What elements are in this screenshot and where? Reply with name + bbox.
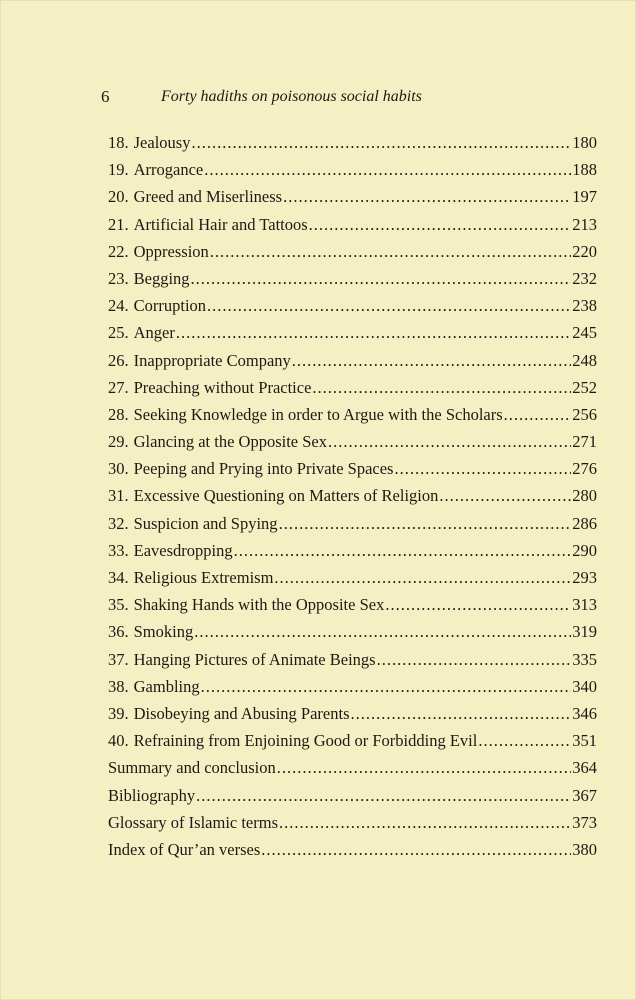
- toc-entry-title: Gambling: [133, 676, 200, 696]
- toc-dot-leader: [478, 731, 571, 751]
- toc-entry-page: 364: [572, 758, 597, 778]
- toc-entry-number: 28.: [108, 404, 129, 424]
- toc-dot-leader: [279, 514, 572, 534]
- toc-entry-page: 245: [572, 323, 597, 343]
- toc-entry-title: Refraining from Enjoining Good or Forbidding Evil: [133, 731, 478, 751]
- toc-entry: [108, 459, 597, 486]
- toc-entry-title: Shaking Hands with the Opposite Sex: [133, 595, 385, 615]
- toc-entry: [108, 269, 597, 296]
- toc-entry-number: 25.: [108, 323, 129, 343]
- toc-dot-leader: [204, 160, 571, 180]
- toc-entry-page: 213: [572, 214, 597, 234]
- toc-entry-page: 276: [572, 459, 597, 479]
- toc-entry: [108, 160, 597, 187]
- toc-entry-title-group: [108, 731, 477, 751]
- toc-dot-leader: [394, 459, 571, 479]
- toc-entry-title: Artificial Hair and Tattoos: [133, 214, 308, 234]
- toc-entry-number: 22.: [108, 241, 129, 261]
- toc-dot-leader: [261, 840, 571, 860]
- toc-entry-title: Disobeying and Abusing Parents: [133, 703, 350, 723]
- toc-entry-page: 280: [572, 486, 597, 506]
- toc-entry-number: 24.: [108, 296, 129, 316]
- toc-entry-page: 351: [572, 731, 597, 751]
- toc-entry-page: 319: [572, 622, 597, 642]
- toc-entry-title: Index of Qur’an verses: [108, 839, 261, 859]
- toc-entry-title-group: [108, 622, 193, 642]
- toc-entry-page: 380: [572, 839, 597, 859]
- toc-entry-title-group: [108, 568, 273, 588]
- toc-entry: [108, 786, 597, 813]
- toc-entry: [108, 758, 597, 785]
- toc-entry-number: 40.: [108, 731, 129, 751]
- toc-entry-number: 30.: [108, 459, 129, 479]
- toc-entry-page: 290: [572, 540, 597, 560]
- toc-entry-title-group: [108, 650, 376, 670]
- toc-dot-leader: [309, 215, 572, 235]
- toc-entry: [108, 813, 597, 840]
- toc-dot-leader: [210, 242, 571, 262]
- toc-entry-title-group: [108, 215, 308, 235]
- toc-entry: [108, 405, 597, 432]
- toc-dot-leader: [191, 133, 571, 153]
- toc-dot-leader: [312, 378, 571, 398]
- toc-entry-title-group: [108, 541, 233, 561]
- toc-entry: [108, 541, 597, 568]
- toc-entry-number: 20.: [108, 187, 129, 207]
- toc-entry-number: 23.: [108, 268, 129, 288]
- toc-entry-title: Inappropriate Company: [133, 350, 291, 370]
- toc-dot-leader: [439, 486, 571, 506]
- toc-dot-leader: [292, 351, 571, 371]
- toc-entry-number: 36.: [108, 622, 129, 642]
- toc-entry-number: 32.: [108, 513, 129, 533]
- toc-entry-title-group: [108, 296, 206, 316]
- toc-entry-page: 248: [572, 350, 597, 370]
- toc-entry-title: Jealousy: [133, 133, 191, 152]
- toc-entry-title: Suspicion and Spying: [133, 513, 278, 533]
- toc-entry-number: 29.: [108, 432, 129, 452]
- toc-entry-page: 238: [572, 296, 597, 316]
- toc-entry-number: 34.: [108, 568, 129, 587]
- toc-entry-title-group: [108, 813, 278, 833]
- toc-dot-leader: [277, 758, 572, 778]
- toc-entry-title-group: [108, 323, 175, 343]
- toc-entry-number: 18.: [108, 133, 129, 152]
- toc-entry: [108, 242, 597, 269]
- toc-entry-page: 293: [572, 568, 597, 587]
- running-title: Forty hadiths on poisonous social habits: [161, 88, 422, 105]
- toc-entry: [108, 704, 597, 731]
- toc-entry-title: Glancing at the Opposite Sex: [133, 432, 328, 452]
- toc-entry-title-group: [108, 405, 503, 425]
- toc-entry: [108, 622, 597, 649]
- toc-entry: [108, 296, 597, 323]
- toc-dot-leader: [385, 595, 571, 615]
- toc-entry-page: 313: [572, 595, 597, 615]
- toc-entry-title: Seeking Knowledge in order to Argue with the Scholars: [133, 404, 503, 424]
- toc-entry-title: Hanging Pictures of Animate Beings: [133, 649, 376, 669]
- toc-entry-title-group: [108, 840, 260, 860]
- toc-entry-title-group: [108, 432, 327, 452]
- toc-entry-title-group: [108, 242, 209, 262]
- toc-dot-leader: [274, 568, 571, 588]
- toc-entry-title: Arrogance: [133, 160, 204, 180]
- toc-dot-leader: [201, 677, 572, 697]
- toc-entry-title-group: [108, 486, 438, 506]
- toc-entry-title-group: [108, 786, 195, 806]
- toc-entry-title-group: [108, 133, 190, 153]
- toc-entry-title-group: [108, 378, 311, 398]
- toc-entry-page: 367: [572, 785, 597, 805]
- toc-entry-title: Smoking: [133, 622, 194, 642]
- toc-entry: [108, 215, 597, 242]
- toc-entry: [108, 514, 597, 541]
- toc-entry-title: Peeping and Prying into Private Spaces: [133, 459, 394, 479]
- toc-entry: [108, 731, 597, 758]
- toc-entry: [108, 432, 597, 459]
- toc-entry-page: 346: [572, 703, 597, 723]
- toc-entry-title: Oppression: [133, 241, 209, 261]
- toc-entry-number: 33.: [108, 540, 129, 560]
- toc-entry-number: 37.: [108, 649, 129, 669]
- toc-entry-title-group: [108, 677, 200, 697]
- toc-entry-title-group: [108, 704, 350, 724]
- toc-entry-page: 180: [572, 133, 597, 152]
- toc-dot-leader: [328, 432, 571, 452]
- toc-entry-page: 256: [572, 404, 597, 424]
- toc-entry-title-group: [108, 758, 276, 778]
- toc-entry-number: 21.: [108, 214, 129, 234]
- toc-entry: [108, 187, 597, 214]
- page-header: [101, 87, 581, 115]
- toc-entry-title: Corruption: [133, 296, 207, 316]
- toc-entry: [108, 650, 597, 677]
- toc-entry-page: 252: [572, 377, 597, 397]
- toc-entry-title-group: [108, 351, 291, 371]
- toc-entry-title: Summary and conclusion: [108, 758, 276, 778]
- toc-entry-page: 340: [572, 676, 597, 696]
- toc-entry-page: 188: [572, 160, 597, 180]
- toc-entry: [108, 486, 597, 513]
- toc-entry: [108, 133, 597, 160]
- toc-entry: [108, 840, 597, 867]
- toc-dot-leader: [234, 541, 572, 561]
- toc-entry-page: 220: [572, 241, 597, 261]
- toc-entry-page: 271: [572, 432, 597, 452]
- toc-dot-leader: [279, 813, 571, 833]
- toc-entry: [108, 351, 597, 378]
- toc-entry-title-group: [108, 514, 278, 534]
- toc-entry-title: Begging: [133, 268, 190, 288]
- toc-entry-number: 27.: [108, 377, 129, 397]
- toc-entry: [108, 323, 597, 350]
- toc-entry-title-group: [108, 269, 190, 289]
- toc-dot-leader: [194, 622, 571, 642]
- toc-entry-number: 19.: [108, 160, 129, 180]
- table-of-contents: [108, 133, 597, 867]
- toc-dot-leader: [196, 786, 571, 806]
- toc-entry-page: 197: [572, 187, 597, 207]
- toc-dot-leader: [176, 323, 571, 343]
- toc-dot-leader: [504, 405, 572, 425]
- page-number: 6: [101, 87, 110, 106]
- toc-entry-title-group: [108, 459, 393, 479]
- toc-entry-title: Anger: [133, 323, 175, 343]
- toc-entry-number: 38.: [108, 676, 129, 696]
- toc-dot-leader: [207, 296, 571, 316]
- toc-entry-number: 26.: [108, 350, 129, 370]
- toc-entry-title: Religious Extremism: [133, 568, 274, 587]
- toc-entry-title-group: [108, 160, 203, 180]
- toc-entry-title: Eavesdropping: [133, 540, 233, 560]
- toc-entry-title: Glossary of Islamic terms: [108, 812, 279, 832]
- toc-entry-title: Greed and Miserliness: [133, 187, 283, 207]
- toc-entry-number: 31.: [108, 486, 129, 506]
- toc-entry: [108, 595, 597, 622]
- toc-entry: [108, 677, 597, 704]
- toc-entry: [108, 568, 597, 595]
- toc-entry-title: Bibliography: [108, 785, 196, 805]
- toc-entry-page: 286: [572, 513, 597, 533]
- toc-dot-leader: [283, 187, 571, 207]
- toc-entry-title: Preaching without Practice: [133, 377, 312, 397]
- toc-entry-page: 373: [572, 812, 597, 832]
- toc-dot-leader: [377, 650, 572, 670]
- toc-entry-number: 35.: [108, 595, 129, 615]
- toc-entry-title: Excessive Questioning on Matters of Religion: [133, 486, 439, 506]
- toc-entry-page: 232: [572, 268, 597, 288]
- toc-entry: [108, 378, 597, 405]
- toc-dot-leader: [191, 269, 572, 289]
- toc-dot-leader: [351, 704, 572, 724]
- toc-entry-page: 335: [572, 649, 597, 669]
- toc-entry-number: 39.: [108, 703, 129, 723]
- toc-entry-title-group: [108, 595, 384, 615]
- toc-entry-title-group: [108, 187, 282, 207]
